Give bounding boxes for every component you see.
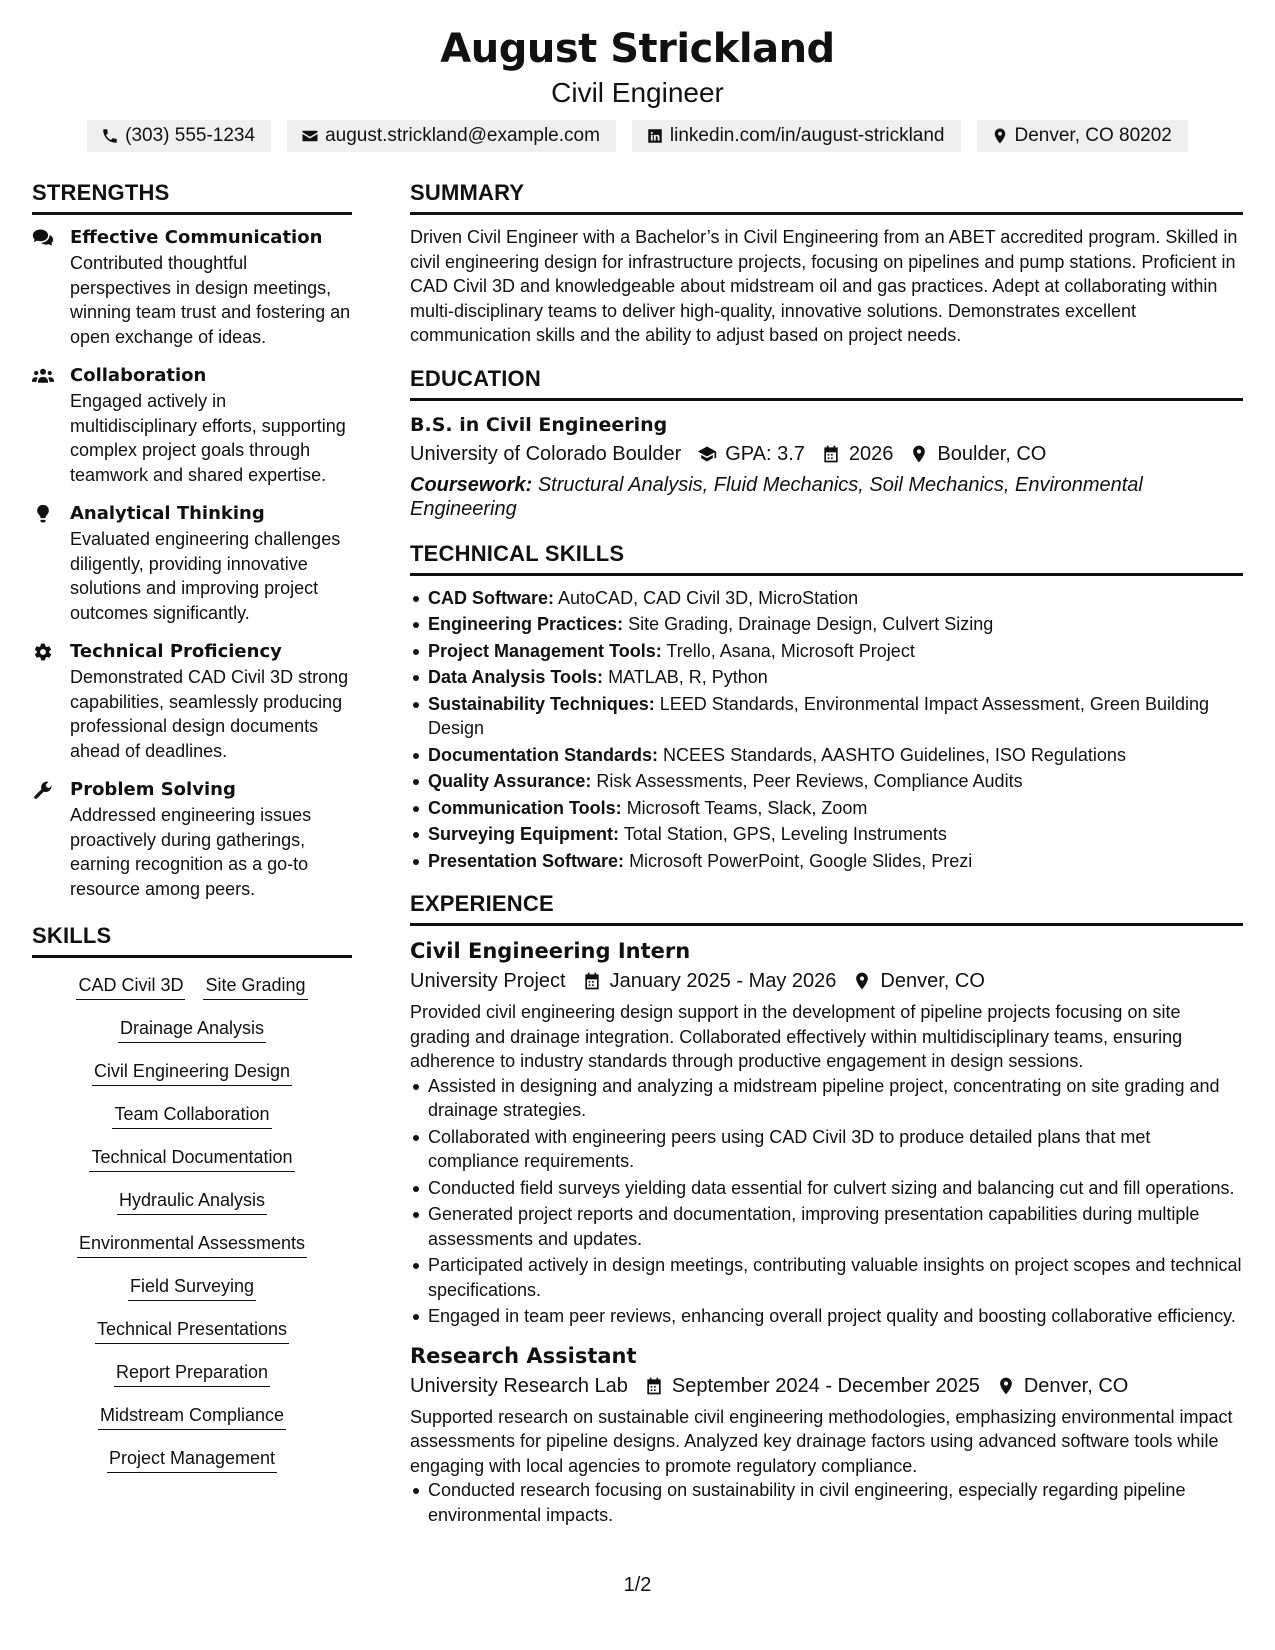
strength-title: Problem Solving (70, 779, 236, 800)
summary-text: Driven Civil Engineer with a Bachelor’s in Civil Engineering from an ABET accredited program. Skilled in civil engineering design for infrastructure projects, focusing on pipelines and pump stations. Proficient in CAD Civil 3D and knowledgeable about midstream oil and gas practices. Adept at collaborating within multi-disciplinary teams to deliver high-quality, innovative solutions. Demonstrates excellent communication skills and the ability to adjust based on project needs. (410, 227, 1238, 345)
technical-skill-value: AutoCAD, CAD Civil 3D, MicroStation (558, 587, 859, 608)
email-text: august.strickland@example.com (325, 125, 600, 146)
skill-chip: Technical Documentation (89, 1144, 294, 1172)
job-bullet: Collaborated with engineering peers using CAD Civil 3D to produce detailed plans that met compliance requirements. (410, 1125, 1243, 1174)
job-bullet: Engaged in team peer reviews, enhancing overall project quality and boosting collaborative efficiency. (410, 1304, 1243, 1329)
candidate-name: August Strickland (440, 26, 835, 72)
technical-skill-item (410, 743, 1243, 768)
technical-skill-item (410, 822, 1243, 847)
technical-skill-label: Engineering Practices: (428, 614, 624, 634)
technical-skill-label: Presentation Software: (428, 850, 625, 871)
users-icon (32, 366, 54, 386)
job-organization: University Research Lab (410, 1374, 628, 1397)
strength-desc: Evaluated engineering challenges diligently, providing innovative solutions and improving project outcomes significantly. (70, 529, 341, 623)
job-bullet: Generated project reports and documentation, improving presentation capabilities during multiple assessments and updates. (410, 1202, 1243, 1251)
technical-skill-label: Project Management Tools: (428, 640, 662, 661)
job-bullet: Conducted field surveys yielding data essential for culvert sizing and balancing cut and fill operations. (410, 1176, 1243, 1201)
job-dates: September 2024 - December 2025 (671, 1374, 980, 1397)
linkedin-icon (646, 127, 664, 145)
job-bullet: Conducted research focusing on sustainability in civil engineering, especially regarding pipeline environmental impacts. (410, 1478, 1243, 1527)
technical-skill-value: Total Station, GPS, Leveling Instruments (623, 824, 947, 844)
technical-skill-label: Sustainability Techniques: (428, 693, 655, 714)
technical-skill-label: Documentation Standards: (428, 744, 659, 765)
contact-bar (0, 120, 1275, 152)
technical-skill-label: Quality Assurance: (428, 771, 592, 791)
wrench-icon (32, 780, 54, 800)
strength-title: Analytical Thinking (70, 503, 265, 524)
summary-heading: SUMMARY (410, 178, 1243, 215)
technical-skill-item (410, 769, 1243, 794)
technical-skill-item (410, 665, 1243, 690)
technical-skill-item (410, 796, 1243, 821)
calendar-icon (582, 971, 602, 991)
technical-skills-heading: TECHNICAL SKILLS (410, 539, 1243, 576)
strength-title: Technical Proficiency (70, 641, 282, 662)
job-organization: University Project (410, 970, 566, 992)
phone-text: (303) 555-1234 (125, 125, 256, 146)
right-column (410, 178, 1243, 1539)
job-dates: January 2025 - May 2026 (609, 970, 837, 992)
job-title: Civil Engineering Intern (410, 939, 691, 963)
experience-heading: EXPERIENCE (410, 889, 1243, 926)
job-location: Denver, CO (880, 970, 985, 992)
technical-skill-value: LEED Standards, Environmental Impact Assessment, Green Building Design (428, 693, 1210, 738)
technical-skill-label: Surveying Equipment: (428, 824, 620, 844)
technical-skill-value: MATLAB, R, Python (608, 667, 768, 687)
contact-phone[interactable] (87, 120, 271, 152)
coursework-text: Structural Analysis, Fluid Mechanics, Soil Mechanics, Environmental Engineering (410, 473, 1143, 520)
envelope-icon (301, 127, 319, 145)
technical-skill-item (410, 849, 1243, 874)
education-year: 2026 (848, 442, 894, 465)
technical-skill-value: Site Grading, Drainage Design, Culvert Sizing (628, 614, 994, 634)
technical-skill-label: Data Analysis Tools: (428, 667, 604, 687)
job-location: Denver, CO (1023, 1374, 1129, 1397)
job-description: Supported research on sustainable civil engineering methodologies, emphasizing environmental impact assessments for pipeline designs. Analyzed key drainage factors using advanced software tools while engaging with local agencies to promote regulatory compliance. (410, 1406, 1233, 1476)
job-title: Research Assistant (410, 1343, 637, 1368)
contact-linkedin[interactable] (632, 120, 961, 152)
skill-chip: Report Preparation (114, 1359, 270, 1387)
technical-skill-value: Risk Assessments, Peer Reviews, Compliance Audits (596, 771, 1023, 791)
comments-icon (32, 228, 54, 248)
job-meta (410, 966, 1243, 996)
education-coursework (410, 473, 1243, 521)
strength-item (32, 639, 352, 763)
experience-list (410, 936, 1243, 1527)
strength-desc: Engaged actively in multidisciplinary efforts, supporting complex project goals through teamwork and shared expertise. (70, 391, 346, 485)
gear-icon (32, 642, 54, 662)
map-pin-icon (852, 971, 872, 991)
education-school: University of Colorado Boulder (410, 442, 682, 465)
resume-header (0, 24, 1275, 152)
skill-chip: Team Collaboration (112, 1101, 271, 1129)
linkedin-text: linkedin.com/in/august-strickland (669, 125, 945, 146)
page-number: 1/2 (623, 1574, 652, 1596)
skill-chip: CAD Civil 3D (76, 972, 185, 1000)
map-pin-icon (996, 1376, 1016, 1396)
strength-item (32, 363, 352, 487)
job-bullet: Assisted in designing and analyzing a midstream pipeline project, concentrating on site grading and drainage strategies. (410, 1074, 1243, 1123)
technical-skill-value: NCEES Standards, AASHTO Guidelines, ISO Regulations (663, 744, 1126, 765)
strength-title: Effective Communication (70, 227, 323, 248)
job-description: Provided civil engineering design support in the development of pipeline projects focusing on site grading and drainage integration. Collaborated effectively within multidisciplinary teams, ensuring adherence to industry standards through productive engagement in design sessions. (410, 1002, 1183, 1071)
skill-chip: Project Management (107, 1445, 277, 1473)
skill-chip: Civil Engineering Design (92, 1058, 292, 1086)
calendar-icon (821, 444, 841, 464)
skills-heading: SKILLS (32, 921, 352, 958)
technical-skill-value: Trello, Asana, Microsoft Project (666, 640, 915, 661)
job-meta (410, 1371, 1243, 1401)
left-column (32, 178, 352, 1473)
coursework-label: Coursework: (410, 473, 533, 496)
contact-location (977, 120, 1188, 152)
skill-chip: Midstream Compliance (98, 1402, 286, 1430)
strength-item (32, 501, 352, 625)
education-meta (410, 439, 1243, 469)
technical-skill-item (410, 612, 1243, 637)
education-gpa: GPA: 3.7 (725, 442, 805, 465)
skill-chip: Site Grading (203, 972, 307, 1000)
strength-item (32, 225, 352, 349)
job-bullets (410, 1478, 1243, 1527)
strength-desc: Contributed thoughtful perspectives in design meetings, winning team trust and fostering an open exchange of ideas. (70, 253, 351, 347)
map-pin-icon (991, 127, 1009, 145)
technical-skill-value: Microsoft Teams, Slack, Zoom (626, 797, 868, 818)
skill-chip: Field Surveying (128, 1273, 256, 1301)
technical-skills-list (410, 586, 1243, 874)
location-text: Denver, CO 80202 (1014, 125, 1172, 146)
education-heading: EDUCATION (410, 364, 1243, 401)
skill-chip: Hydraulic Analysis (117, 1187, 267, 1215)
technical-skill-item (410, 639, 1243, 664)
map-pin-icon (909, 444, 929, 464)
strength-desc: Addressed engineering issues proactively during gatherings, earning recognition as a go-to resource among peers. (70, 805, 312, 899)
technical-skill-label: CAD Software: (428, 587, 555, 608)
technical-skill-label: Communication Tools: (428, 797, 622, 818)
technical-skill-value: Microsoft PowerPoint, Google Slides, Prezi (629, 850, 973, 871)
skills-list (32, 968, 352, 1473)
technical-skill-item (410, 692, 1243, 741)
job-entry (410, 936, 1243, 1329)
job-entry (410, 1341, 1243, 1528)
candidate-title: Civil Engineer (551, 77, 724, 108)
lightbulb-icon (32, 504, 54, 524)
job-bullet: Participated actively in design meetings, contributing valuable insights on project scopes and technical specifications. (410, 1253, 1243, 1302)
technical-skill-item (410, 586, 1243, 611)
skill-chip: Drainage Analysis (118, 1015, 266, 1043)
strength-item (32, 777, 352, 901)
phone-icon (101, 127, 119, 145)
contact-email[interactable] (287, 120, 616, 152)
job-bullets (410, 1074, 1243, 1329)
skill-chip: Technical Presentations (95, 1316, 289, 1344)
education-degree: B.S. in Civil Engineering (410, 413, 668, 436)
education-location: Boulder, CO (937, 442, 1047, 465)
calendar-icon (644, 1376, 664, 1396)
graduation-cap-icon (697, 444, 717, 464)
strengths-heading: STRENGTHS (32, 178, 352, 215)
strength-title: Collaboration (70, 365, 207, 386)
skill-chip: Environmental Assessments (77, 1230, 307, 1258)
strength-desc: Demonstrated CAD Civil 3D strong capabilities, seamlessly producing professional design documents ahead of deadlines. (70, 667, 349, 761)
